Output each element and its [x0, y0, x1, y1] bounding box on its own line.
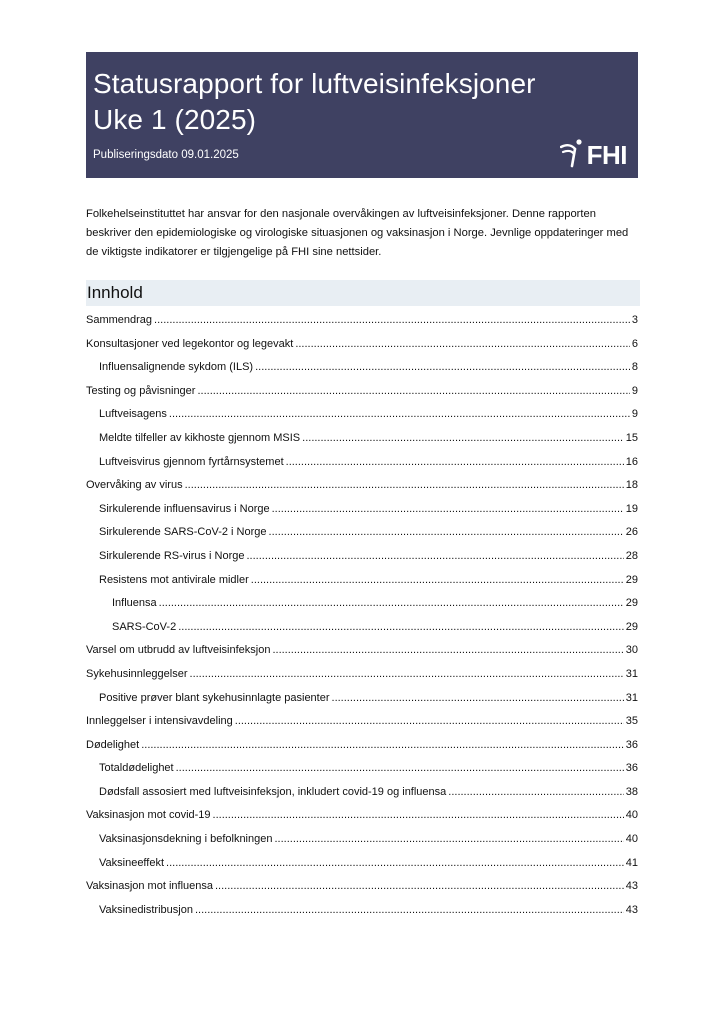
toc-entry-title: Dødsfall assosiert med luftveisinfeksjon, inkludert covid-19 og influensa — [99, 785, 447, 798]
toc-entry-title: Sykehusinnleggelser — [86, 667, 188, 680]
toc-entry-page: 26 — [625, 526, 638, 539]
toc-entry[interactable] — [86, 427, 638, 451]
report-week: Uke 1 (2025) — [93, 104, 257, 135]
toc-dot-leader — [197, 380, 629, 404]
title-banner — [86, 52, 638, 178]
toc-entry-title: Positive prøver blant sykehusinnlagte pasienter — [99, 691, 330, 704]
toc-dot-leader — [178, 616, 624, 640]
toc-dot-leader — [141, 734, 624, 758]
toc-entry-title: Overvåking av virus — [86, 479, 183, 492]
toc-dot-leader — [215, 875, 624, 899]
toc-dot-leader — [166, 852, 624, 876]
toc-entry-title: Resistens mot antivirale midler — [99, 573, 249, 586]
toc-dot-leader — [274, 828, 623, 852]
toc-dot-leader — [269, 521, 624, 545]
toc-entry-title: Luftveisagens — [99, 408, 167, 421]
toc-entry[interactable] — [86, 875, 638, 899]
toc-entry-page: 41 — [625, 856, 638, 869]
toc-entry-page: 9 — [631, 384, 638, 397]
toc-dot-leader — [302, 427, 624, 451]
toc-entry[interactable] — [86, 687, 638, 711]
toc-entry[interactable] — [86, 804, 638, 828]
toc-entry-title: SARS-CoV-2 — [112, 620, 177, 633]
toc-entry-page: 29 — [625, 597, 638, 610]
toc-entry-page: 29 — [625, 573, 638, 586]
toc-entry-title: Dødelighet — [86, 738, 140, 751]
toc-entry-page: 29 — [625, 620, 638, 633]
toc-entry[interactable] — [86, 852, 638, 876]
toc-entry-title: Vaksinasjon mot influensa — [86, 880, 213, 893]
toc-entry-title: Vaksinasjon mot covid-19 — [86, 809, 211, 822]
toc-entry[interactable] — [86, 451, 638, 475]
toc-heading: Innhold — [86, 280, 640, 306]
toc-entry-title: Sammendrag — [86, 314, 153, 326]
toc-entry[interactable] — [86, 474, 638, 498]
toc-dot-leader — [272, 639, 623, 663]
toc-entry-title: Testing og påvisninger — [86, 384, 196, 397]
toc-entry[interactable] — [86, 498, 638, 522]
toc-entry[interactable] — [86, 309, 638, 333]
toc-entry[interactable] — [86, 616, 638, 640]
toc-entry-title: Vaksineeffekt — [99, 856, 165, 869]
toc-entry-page: 36 — [625, 762, 638, 775]
toc-dot-leader — [247, 545, 624, 569]
toc-entry-title: Luftveisvirus gjennom fyrtårnsystemet — [99, 455, 284, 468]
toc-dot-leader — [255, 356, 630, 380]
toc-entry[interactable] — [86, 828, 638, 852]
toc-entry-page: 6 — [631, 337, 638, 350]
toc-entry-title: Influensalignende sykdom (ILS) — [99, 361, 254, 374]
toc-entry[interactable] — [86, 710, 638, 734]
toc-entry[interactable] — [86, 734, 638, 758]
toc-entry[interactable] — [86, 592, 638, 616]
toc-entry-title: Meldte tilfeller av kikhoste gjennom MSIS — [99, 431, 301, 444]
toc-dot-leader — [185, 474, 624, 498]
toc-entry-page: 3 — [631, 314, 638, 326]
toc-entry-page: 28 — [625, 549, 638, 562]
toc-entry-page: 30 — [625, 644, 638, 657]
toc-entry-page: 40 — [625, 809, 638, 822]
toc-entry[interactable] — [86, 639, 638, 663]
toc-entry-page: 31 — [625, 691, 638, 704]
toc-entry[interactable] — [86, 899, 638, 923]
publication-date: Publiseringsdato 09.01.2025 — [93, 149, 239, 161]
toc-dot-leader — [154, 309, 630, 333]
toc-entry-page: 40 — [625, 833, 638, 846]
toc-dot-leader — [159, 592, 624, 616]
toc-entry-title: Sirkulerende influensavirus i Norge — [99, 502, 270, 515]
toc-entry-title: Vaksinasjonsdekning i befolkningen — [99, 833, 273, 846]
report-title: Statusrapport for luftveisinfeksjoner — [93, 68, 536, 99]
toc-entry-title: Influensa — [112, 597, 157, 610]
fhi-logo-icon — [560, 138, 584, 168]
toc-dot-leader — [176, 757, 624, 781]
toc-entry-title: Sirkulerende SARS-CoV-2 i Norge — [99, 526, 267, 539]
toc-dot-leader — [190, 663, 624, 687]
toc-entry-page: 35 — [625, 715, 638, 728]
toc-entry-page: 43 — [625, 903, 638, 916]
toc-entry[interactable] — [86, 403, 638, 427]
toc-entry-page: 18 — [625, 479, 638, 492]
toc-entry-page: 43 — [625, 880, 638, 893]
toc-entry-page: 38 — [625, 785, 638, 798]
toc-entry-page: 16 — [625, 455, 638, 468]
fhi-logo-text: FHI — [586, 140, 627, 170]
toc-dot-leader — [295, 333, 630, 357]
toc-entry-title: Konsultasjoner ved legekontor og legevakt — [86, 337, 294, 350]
toc-entry-page: 9 — [631, 408, 638, 421]
toc-dot-leader — [169, 403, 630, 427]
toc-dot-leader — [272, 498, 624, 522]
toc-entry-title: Sirkulerende RS-virus i Norge — [99, 549, 245, 562]
toc-entry-title: Varsel om utbrudd av luftveisinfeksjon — [86, 644, 271, 657]
toc-entry[interactable] — [86, 356, 638, 380]
toc-entry-page: 15 — [625, 431, 638, 444]
toc-entry[interactable] — [86, 521, 638, 545]
toc-dot-leader — [448, 781, 623, 805]
toc-entry[interactable] — [86, 757, 638, 781]
toc-entry[interactable] — [86, 663, 638, 687]
toc-entry[interactable] — [86, 380, 638, 404]
toc-entry-page: 8 — [631, 361, 638, 374]
toc-dot-leader — [235, 710, 624, 734]
toc-dot-leader — [286, 451, 624, 475]
toc-dot-leader — [332, 687, 624, 711]
intro-paragraph: Folkehelseinstituttet har ansvar for den nasjonale overvåkingen av luftveisinfeksjoner. Denne rapporten beskriver den epidemiologiske og virologiske situasjonen og vaksinasjon i Norge. Jevnlige oppdateringer med de viktigste indikatorer er tilgjengelige på FHI sine nettsider. — [86, 208, 629, 258]
toc-dot-leader — [251, 569, 624, 593]
toc-entry[interactable] — [86, 333, 638, 357]
toc-entry[interactable] — [86, 545, 638, 569]
toc-entry-page: 31 — [625, 667, 638, 680]
toc-entry[interactable] — [86, 569, 638, 593]
table-of-contents — [86, 309, 638, 922]
toc-dot-leader — [195, 899, 624, 923]
fhi-logo — [560, 138, 627, 168]
toc-entry-page: 36 — [625, 738, 638, 751]
toc-entry[interactable] — [86, 781, 638, 805]
toc-entry-title: Vaksinedistribusjon — [99, 903, 193, 916]
toc-entry-page: 19 — [625, 502, 638, 515]
toc-entry-title: Totaldødelighet — [99, 762, 174, 775]
toc-entry-title: Innleggelser i intensivavdeling — [86, 715, 233, 728]
toc-dot-leader — [213, 804, 624, 828]
